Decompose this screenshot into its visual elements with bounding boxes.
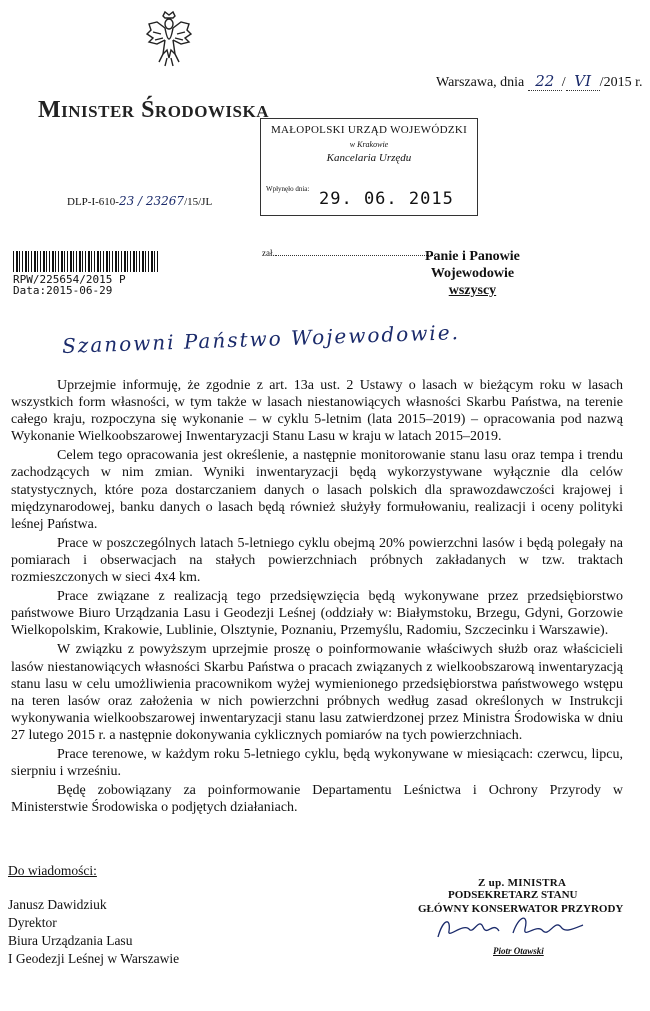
stamp-attachments	[262, 248, 435, 258]
signature-line1: Z up. MINISTRA	[478, 877, 567, 889]
signature-line2: PODSEKRETARZ STANU	[448, 889, 578, 901]
stamp-department: Kancelaria Urzędu	[326, 152, 412, 164]
paragraph-2: Celem tego opracowania jest określenie, a następnie monitorowanie stanu lasu oraz tempa i trendu zachodzących w nim zmian. Wyniki inwentaryzacji będą wykorzystywane wyłącznie dla celów statystycznych, które poza dostarczaniem danych o lasach polskich dla sprawozdawczości krajowej i międzynarodowej, banku danych o lasach będą również służyły formułowaniu, realizacji i oceny polityki leśnej Państwa.	[11, 448, 623, 532]
date-month: VI	[566, 72, 600, 91]
addressee-line2: Wojewodowie	[430, 266, 515, 281]
handwritten-signature-icon	[433, 909, 603, 945]
date-year: 2015 r.	[603, 75, 643, 90]
barcode	[13, 251, 158, 272]
registry-stamp	[260, 118, 478, 216]
reference-suffix: /15/JL	[184, 196, 213, 208]
polish-eagle-emblem-icon	[143, 10, 195, 70]
cc-org1: Biura Urządzania Lasu	[8, 933, 133, 948]
cc-block	[8, 862, 179, 968]
stamp-location: w Krakowie	[349, 140, 389, 149]
attachments-dotted-line	[275, 255, 435, 256]
salutation: Szanowni Państwo Wojewodowie.	[61, 320, 461, 358]
signature-line3: GŁÓWNY KONSERWATOR PRZYRODY	[418, 903, 624, 915]
stamp-received-label: Wpłynęło dnia:	[266, 185, 310, 193]
cc-heading: Do wiadomości:	[8, 863, 97, 878]
stamp-attachments-label: zał.	[262, 248, 275, 258]
reference-prefix: DLP-I-610-	[67, 196, 119, 208]
minister-title: Minister Środowiska	[38, 97, 269, 123]
cc-role: Dyrektor	[8, 915, 57, 930]
paragraph-7: Będę zobowiązany za poinformowanie Departamentu Leśnictwa i Ochrony Przyrody w Ministerstwie Środowiska o podjętych działaniach.	[11, 783, 623, 816]
stamp-received-date: 29. 06. 2015	[319, 189, 454, 209]
paragraph-3: Prace w poszczególnych latach 5-letniego cyklu obejmą 20% powierzchni lasów i będą polegały na pomiarach i obserwacjach na stałych powierzchniach próbnych zakładanych w tzw. traktach rozmieszczonych w sieci 4x4 km.	[11, 535, 623, 586]
registry-info	[13, 274, 126, 296]
reference-handwritten: 23 / 23267	[118, 194, 185, 208]
cc-org2: I Geodezji Leśnej w Warszawie	[8, 951, 180, 966]
date-day: 22	[528, 72, 562, 91]
addressee-line1: Panie i Panowie	[425, 249, 520, 264]
paragraph-5: W związku z powyższym uprzejmie proszę o poinformowanie właściwych służb oraz właścicieli lasów niestanowiących własności Skarbu Państwa o pracach związanych z wielkoobszarową inwentaryzacją stanu lasu w celu umożliwienia pracownikom wyżej wymienionego przedsiębiorstwa państwowego wstępu na teren lasów oraz założenia w nich powierzchni próbnych według zasad określonych w Instrukcji wykonywania wielkoobszarowej inwentaryzacji stanu lasu zatwierdzonej przez Ministra Środowiska w dniu 27 lutego 2015 r. a następnie dokonywania cyklicznych pomiarów na tych powierzchniach.	[11, 642, 623, 743]
registry-number: RPW/225654/2015 P	[13, 273, 126, 286]
paragraph-6: Prace terenowe, w każdym roku 5-letniego cyklu, będą wykonywane w miesiącach: czerwcu, lipcu, sierpniu i wrześniu.	[11, 746, 623, 780]
letter-body	[11, 377, 623, 818]
reference-number	[67, 194, 212, 208]
paragraph-1: Uprzejmie informuję, że zgodnie z art. 13a ust. 2 Ustawy o lasach w bieżącym roku w lasach wszystkich form własności, w tym także w lasach niestanowiących własności Skarbu Państwa, na terenie całego kraju, rozpoczyna się wykonanie – w cyklu 5-letnim (lata 2015–2019) – opracowania pod nazwą Wykonanie Wielkoobszarowej Inwentaryzacji Stanu Lasu w kraju w latach 2015–2019.	[11, 378, 623, 445]
signature-name: Piotr Otawski	[493, 946, 544, 956]
cc-name: Janusz Dawidziuk	[8, 897, 107, 912]
paragraph-4: Prace związane z realizacją tego przedsięwzięcia będą wykonywane przez przedsiębiorstwo państwowe Biuro Urządzania Lasu i Geodezji Leśnej (oddziały w: Białymstoku, Brzegu, Gdyni, Gorzowie Wielkopolskim, Krakowie, Lublinie, Olsztynie, Poznaniu, Przemyślu, Radomiu, Szczecinku i Warszawie).	[11, 589, 623, 639]
registry-date: Data:2015-06-29	[13, 284, 113, 297]
document-date: Warszawa, dnia 22 / VI /2015 r.	[436, 72, 643, 90]
date-prefix: Warszawa, dnia	[436, 75, 525, 90]
signature-block	[418, 877, 628, 957]
stamp-office: MAŁOPOLSKI URZĄD WOJEWÓDZKI	[270, 124, 468, 136]
addressee	[425, 248, 520, 299]
addressee-line3: wszyscy	[448, 283, 497, 298]
